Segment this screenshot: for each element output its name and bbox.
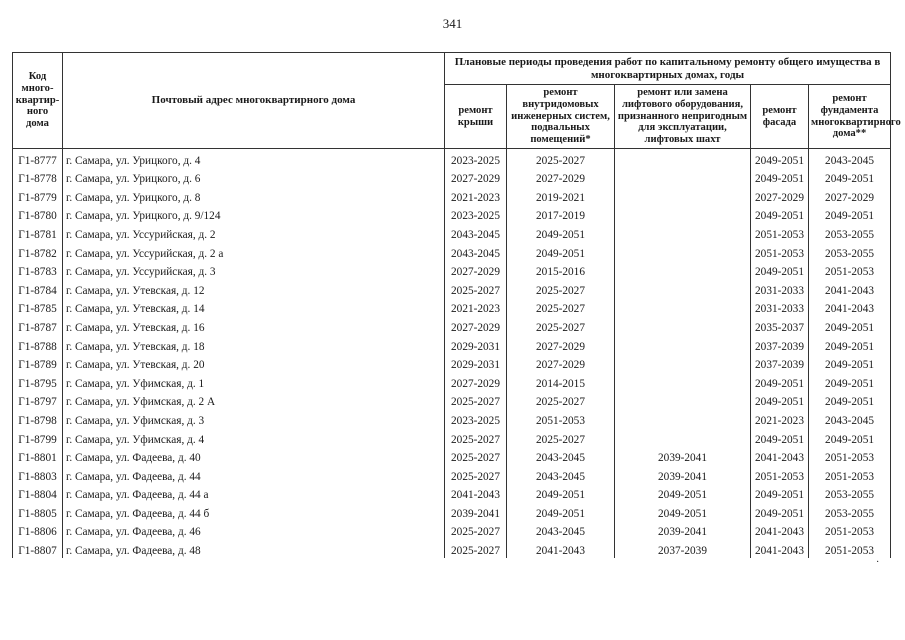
cell-systems: 2025-2027 — [507, 316, 615, 335]
cell-code: Г1-8805 — [13, 502, 63, 521]
cell-code: Г1-8785 — [13, 298, 63, 317]
cell-systems: 2014-2015 — [507, 372, 615, 391]
cell-code: Г1-8787 — [13, 316, 63, 335]
cell-address: г. Самара, ул. Фадеева, д. 46 — [63, 521, 445, 540]
table-row — [13, 502, 891, 521]
cell-address: г. Самара, ул. Уфимская, д. 1 — [63, 372, 445, 391]
cell-roof: 2029-2031 — [445, 354, 507, 373]
cell-facade: 2049-2051 — [751, 372, 809, 391]
cell-roof: 2021-2023 — [445, 298, 507, 317]
cell-foundation: 2051-2053 — [809, 539, 891, 558]
table-row — [13, 168, 891, 187]
cell-facade: 2049-2051 — [751, 261, 809, 280]
cell-systems: 2049-2051 — [507, 242, 615, 261]
cell-code: Г1-8803 — [13, 465, 63, 484]
table-row — [13, 391, 891, 410]
cell-code: Г1-8788 — [13, 335, 63, 354]
header-address: Почтовый адрес многоквартирного дома — [63, 53, 445, 149]
cell-address: г. Самара, ул. Урицкого, д. 9/124 — [63, 205, 445, 224]
cell-systems: 2043-2045 — [507, 447, 615, 466]
cell-systems: 2049-2051 — [507, 484, 615, 503]
cell-address: г. Самара, ул. Уссурийская, д. 2 — [63, 223, 445, 242]
cell-roof: 2041-2043 — [445, 484, 507, 503]
cell-address: г. Самара, ул. Уссурийская, д. 3 — [63, 261, 445, 280]
cell-foundation: 2049-2051 — [809, 205, 891, 224]
cell-systems: 2027-2029 — [507, 335, 615, 354]
cell-systems: 2025-2027 — [507, 149, 615, 168]
cell-systems: 2041-2043 — [507, 539, 615, 558]
table-row — [13, 223, 891, 242]
cell-elevator — [615, 223, 751, 242]
cell-elevator — [615, 391, 751, 410]
cell-roof: 2025-2027 — [445, 539, 507, 558]
cell-foundation: 2041-2043 — [809, 298, 891, 317]
header-periods-group: Плановые периоды проведения работ по капитальному ремонту общего имущества в многоквартирных домах, годы — [445, 53, 891, 85]
cell-code: Г1-8801 — [13, 447, 63, 466]
cell-systems: 2043-2045 — [507, 465, 615, 484]
cell-facade: 2031-2033 — [751, 298, 809, 317]
cell-code: Г1-8807 — [13, 539, 63, 558]
table-row — [13, 316, 891, 335]
cell-code: Г1-8783 — [13, 261, 63, 280]
table-row — [13, 465, 891, 484]
cell-foundation: 2049-2051 — [809, 316, 891, 335]
cell-roof: 2027-2029 — [445, 316, 507, 335]
cell-systems: 2027-2029 — [507, 354, 615, 373]
cell-roof: 2027-2029 — [445, 168, 507, 187]
cell-elevator: 2039-2041 — [615, 465, 751, 484]
cell-roof: 2023-2025 — [445, 205, 507, 224]
cell-elevator — [615, 242, 751, 261]
cell-code: Г1-8778 — [13, 168, 63, 187]
cell-address: г. Самара, ул. Фадеева, д. 48 — [63, 539, 445, 558]
cell-systems: 2019-2021 — [507, 186, 615, 205]
cell-systems: 2049-2051 — [507, 223, 615, 242]
cell-foundation: 2051-2053 — [809, 465, 891, 484]
cell-elevator: 2049-2051 — [615, 502, 751, 521]
cell-roof: 2043-2045 — [445, 242, 507, 261]
cell-systems: 2025-2027 — [507, 298, 615, 317]
cell-facade: 2049-2051 — [751, 391, 809, 410]
cell-facade: 2049-2051 — [751, 168, 809, 187]
page-number: 341 — [442, 16, 463, 31]
cell-elevator — [615, 279, 751, 298]
header-roof: ремонт крыши — [445, 85, 507, 149]
cell-roof: 2043-2045 — [445, 223, 507, 242]
cell-foundation: 2053-2055 — [809, 242, 891, 261]
table-row — [13, 298, 891, 317]
cell-foundation: 2043-2045 — [809, 409, 891, 428]
cell-code: Г1-8795 — [13, 372, 63, 391]
cell-facade: 2051-2053 — [751, 223, 809, 242]
cell-roof: 2021-2023 — [445, 186, 507, 205]
cell-roof: 2027-2029 — [445, 372, 507, 391]
cell-foundation: 2043-2045 — [809, 149, 891, 168]
cell-code: Г1-8806 — [13, 521, 63, 540]
cell-elevator — [615, 335, 751, 354]
cell-roof: 2025-2027 — [445, 521, 507, 540]
table-row — [13, 242, 891, 261]
cell-address: г. Самара, ул. Урицкого, д. 4 — [63, 149, 445, 168]
cell-roof: 2025-2027 — [445, 279, 507, 298]
table-row — [13, 149, 891, 168]
cell-systems: 2025-2027 — [507, 391, 615, 410]
cell-address: г. Самара, ул. Фадеева, д. 44 — [63, 465, 445, 484]
table-row — [13, 539, 891, 558]
table-body — [13, 149, 891, 559]
cell-elevator — [615, 261, 751, 280]
cell-facade: 2041-2043 — [751, 521, 809, 540]
cell-code: Г1-8781 — [13, 223, 63, 242]
cell-facade: 2051-2053 — [751, 465, 809, 484]
cell-facade: 2027-2029 — [751, 186, 809, 205]
cell-code: Г1-8799 — [13, 428, 63, 447]
cell-roof: 2039-2041 — [445, 502, 507, 521]
cell-address: г. Самара, ул. Утевская, д. 14 — [63, 298, 445, 317]
table-row — [13, 335, 891, 354]
table-row — [13, 447, 891, 466]
cell-foundation: 2053-2055 — [809, 223, 891, 242]
cell-foundation: 2049-2051 — [809, 335, 891, 354]
cell-elevator: 2039-2041 — [615, 447, 751, 466]
cell-systems: 2051-2053 — [507, 409, 615, 428]
cell-address: г. Самара, ул. Фадеева, д. 44 а — [63, 484, 445, 503]
table-row — [13, 521, 891, 540]
cell-foundation: 2051-2053 — [809, 261, 891, 280]
cell-systems: 2043-2045 — [507, 521, 615, 540]
header-code: Код много-квартир-ного дома — [13, 53, 63, 149]
cell-code: Г1-8777 — [13, 149, 63, 168]
cell-elevator: 2039-2041 — [615, 521, 751, 540]
cell-address: г. Самара, ул. Фадеева, д. 40 — [63, 447, 445, 466]
cell-roof: 2023-2025 — [445, 149, 507, 168]
cell-facade: 2037-2039 — [751, 354, 809, 373]
cell-roof: 2025-2027 — [445, 391, 507, 410]
cell-elevator — [615, 354, 751, 373]
table-row — [13, 428, 891, 447]
cell-foundation: 2049-2051 — [809, 168, 891, 187]
cell-facade: 2051-2053 — [751, 242, 809, 261]
cell-code: Г1-8784 — [13, 279, 63, 298]
header-facade: ремонт фасада — [751, 85, 809, 149]
cell-code: Г1-8789 — [13, 354, 63, 373]
cell-elevator — [615, 149, 751, 168]
cell-systems: 2015-2016 — [507, 261, 615, 280]
cell-foundation: 2051-2053 — [809, 447, 891, 466]
cell-facade: 2049-2051 — [751, 428, 809, 447]
table-row — [13, 354, 891, 373]
header-systems: ремонт внутридомовых инженерных систем, подвальных помещений* — [507, 85, 615, 149]
cell-address: г. Самара, ул. Утевская, д. 16 — [63, 316, 445, 335]
cell-systems: 2049-2051 — [507, 502, 615, 521]
header-elevator: ремонт или замена лифтового оборудования, признанного непригодным для эксплуатации, лифтовых шахт — [615, 85, 751, 149]
cell-elevator — [615, 428, 751, 447]
cell-elevator — [615, 298, 751, 317]
cell-elevator — [615, 409, 751, 428]
table-row — [13, 484, 891, 503]
cell-elevator — [615, 205, 751, 224]
cell-address: г. Самара, ул. Урицкого, д. 6 — [63, 168, 445, 187]
cell-foundation: 2051-2053 — [809, 521, 891, 540]
cell-address: г. Самара, ул. Уссурийская, д. 2 а — [63, 242, 445, 261]
cell-facade: 2021-2023 — [751, 409, 809, 428]
cell-systems: 2025-2027 — [507, 428, 615, 447]
cell-code: Г1-8804 — [13, 484, 63, 503]
cell-roof: 2023-2025 — [445, 409, 507, 428]
cell-systems: 2027-2029 — [507, 168, 615, 187]
cell-systems: 2025-2027 — [507, 279, 615, 298]
capital-repair-schedule-table — [12, 52, 901, 558]
cell-facade: 2041-2043 — [751, 539, 809, 558]
cell-facade: 2037-2039 — [751, 335, 809, 354]
cell-elevator — [615, 168, 751, 187]
cell-facade: 2049-2051 — [751, 484, 809, 503]
table-row — [13, 279, 891, 298]
cell-facade: 2049-2051 — [751, 149, 809, 168]
table-row — [13, 186, 891, 205]
cell-facade: 2031-2033 — [751, 279, 809, 298]
cell-elevator — [615, 186, 751, 205]
cell-roof: 2025-2027 — [445, 428, 507, 447]
cell-roof: 2029-2031 — [445, 335, 507, 354]
cell-address: г. Самара, ул. Утевская, д. 12 — [63, 279, 445, 298]
cell-elevator: 2049-2051 — [615, 484, 751, 503]
cell-code: Г1-8782 — [13, 242, 63, 261]
cell-systems: 2017-2019 — [507, 205, 615, 224]
header-foundation: ремонт фундамента многоквартирного дома** — [809, 85, 891, 149]
table-row — [13, 409, 891, 428]
cell-address: г. Самара, ул. Утевская, д. 18 — [63, 335, 445, 354]
cell-address: г. Самара, ул. Уфимская, д. 3 — [63, 409, 445, 428]
cell-code: Г1-8797 — [13, 391, 63, 410]
cell-facade: 2049-2051 — [751, 502, 809, 521]
cell-roof: 2025-2027 — [445, 465, 507, 484]
cell-elevator — [615, 316, 751, 335]
cell-elevator — [615, 372, 751, 391]
cell-foundation: 2053-2055 — [809, 502, 891, 521]
cell-foundation: 2049-2051 — [809, 354, 891, 373]
table-row — [13, 205, 891, 224]
cell-foundation: 2049-2051 — [809, 428, 891, 447]
cell-facade: 2041-2043 — [751, 447, 809, 466]
cell-roof: 2027-2029 — [445, 261, 507, 280]
cell-code: Г1-8798 — [13, 409, 63, 428]
cell-roof: 2025-2027 — [445, 447, 507, 466]
cell-foundation: 2049-2051 — [809, 372, 891, 391]
cell-code: Г1-8779 — [13, 186, 63, 205]
cell-foundation: 2049-2051 — [809, 391, 891, 410]
cell-foundation: 2053-2055 — [809, 484, 891, 503]
cell-facade: 2049-2051 — [751, 205, 809, 224]
cell-elevator: 2037-2039 — [615, 539, 751, 558]
table-row — [13, 372, 891, 391]
table-row — [13, 261, 891, 280]
cell-address: г. Самара, ул. Уфимская, д. 4 — [63, 428, 445, 447]
cell-foundation: 2041-2043 — [809, 279, 891, 298]
table-header — [13, 53, 901, 149]
cell-address: г. Самара, ул. Фадеева, д. 44 б — [63, 502, 445, 521]
cell-facade: 2035-2037 — [751, 316, 809, 335]
cell-foundation: 2027-2029 — [809, 186, 891, 205]
stray-mark: · — [876, 557, 880, 568]
cell-address: г. Самара, ул. Урицкого, д. 8 — [63, 186, 445, 205]
cell-address: г. Самара, ул. Уфимская, д. 2 А — [63, 391, 445, 410]
cell-code: Г1-8780 — [13, 205, 63, 224]
cell-address: г. Самара, ул. Утевская, д. 20 — [63, 354, 445, 373]
